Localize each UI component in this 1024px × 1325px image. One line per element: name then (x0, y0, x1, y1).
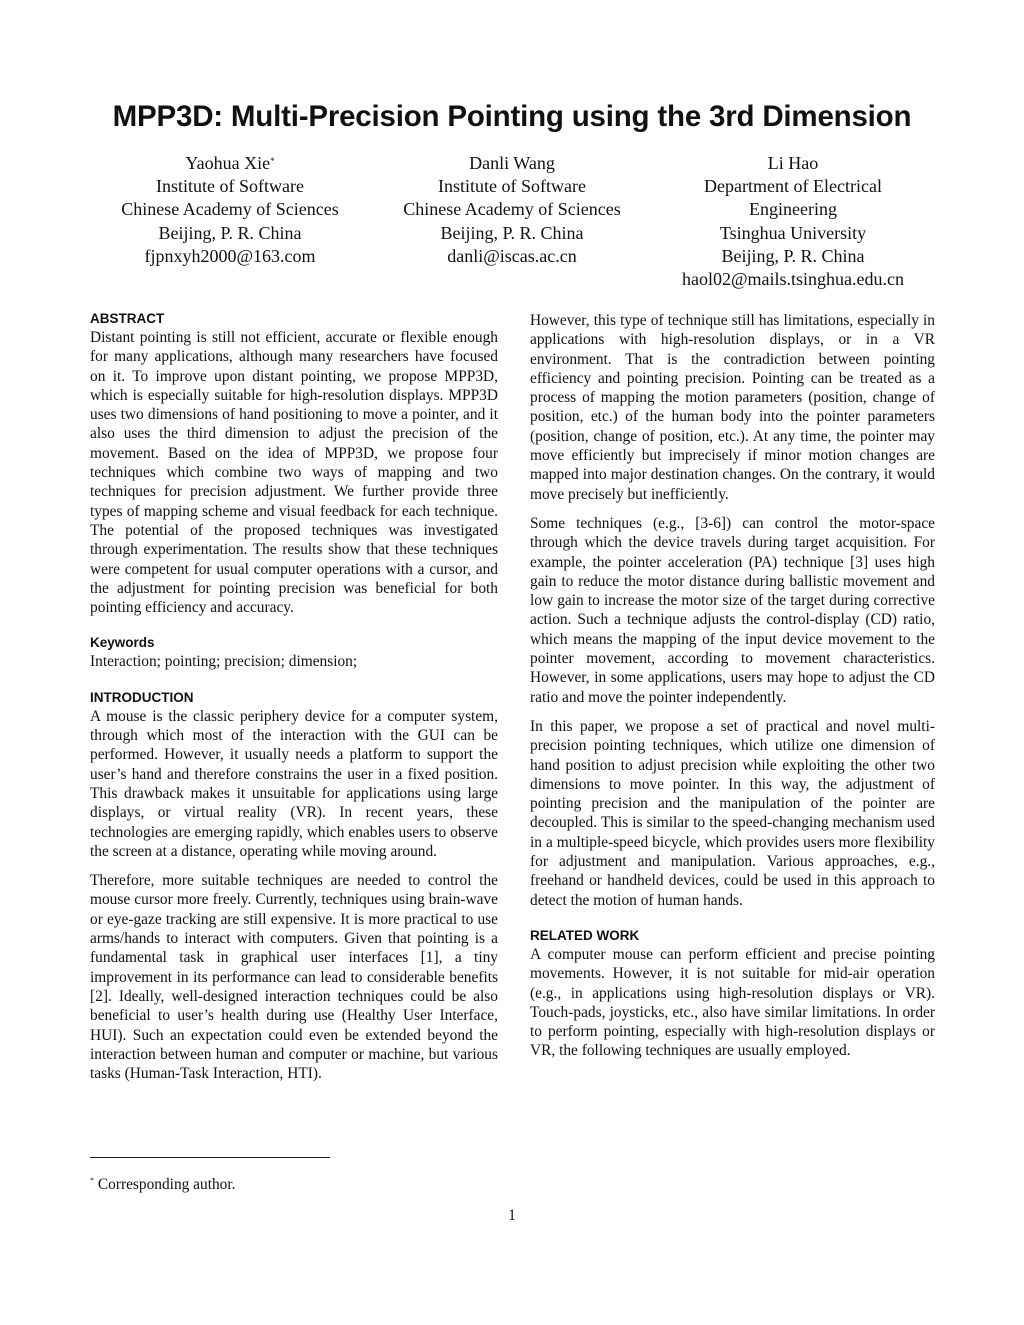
author-email: haol02@mails.tsinghua.edu.cn (681, 269, 905, 290)
paragraph: Therefore, more suitable techniques are needed to control the mouse cursor more freely. Currently, techniques using brain-wave or eye-gaze tracking are still expensive. It is more practical to use arms/hands to interact with computers. Given that pointing is a fundamental task in graphical user interfaces [1], a tiny improvement in its performance can lead to considerable benefits [2]. Ideally, well-designed interaction techniques could be also beneficial to user’s health during use (Healthy User Interface, HUI). Such an expectation could even be extended beyond the interaction between human and computer or machine, but various tasks (Human-Task Interaction, HTI). (90, 872, 498, 1083)
footnote-text: Corresponding author. (97, 1176, 236, 1193)
footnote-mark: * (90, 1176, 94, 1185)
paragraph: Some techniques (e.g., [3-6]) can control the motor-space through which the device travels during target acquisition. For example, the pointer acceleration (PA) technique [3] uses high gain to reduce the motor distance during ballistic movement and low gain to increase the motor size of the target during corrective action. Such a technique adjusts the control-display (CD) ratio, which means the mapping of the input device movement to the pointer movement, according to movement characteristics. However, in some applications, users may hope to adjust the CD ratio and move the pointer independently. (530, 514, 935, 706)
author-3 (643, 152, 943, 291)
paragraph: A mouse is the classic periphery device for a computer system, through which most of the interaction with the GUI can be performed. However, it usually needs a platform to support the user’s hand and therefore constrains the user in a fixed position. This drawback makes it unsuitable for applications using large displays, or virtual reality (VR). In recent years, these technologies are emerging rapidly, which enables users to observe the screen at a distance, operating while moving around. (90, 707, 498, 860)
author-name-text: Danli Wang (469, 153, 555, 173)
page-number: 1 (508, 1207, 516, 1224)
author-name-text: Yaohua Xie (185, 153, 271, 173)
left-column (90, 309, 498, 1099)
footnote (90, 1176, 236, 1194)
section (530, 311, 935, 910)
section (90, 688, 498, 1084)
paragraph: Interaction; pointing; precision; dimension; (90, 653, 358, 671)
section (90, 633, 498, 671)
author-affiliation-line: Engineering (749, 199, 837, 220)
paper-title: MPP3D: Multi-Precision Pointing using the 3rd Dimension (112, 100, 912, 133)
author-affiliation-line: Tsinghua University (719, 222, 867, 243)
author-affiliation-line: Beijing, P. R. China (721, 245, 865, 266)
section-heading: Keywords (90, 635, 155, 651)
paragraph: Distant pointing is still not efficient, accurate or flexible enough for many applications, although many researchers have focused on it. To improve upon distant pointing, we propose MPP3D, which is especially suitable for high-resolution displays. MPP3D uses two dimensions of hand positioning to move a pointer, and it also uses the third dimension to adjust the precision of the movement. Based on the idea of MPP3D, we propose four techniques which combine two ways of mapping and two techniques for precision adjustment. We further provide three types of mapping scheme and visual feedback for each technique. The potential of the proposed techniques was investigated through experimentation. The results show that these techniques were competent for usual computer operations with a cursor, and the adjustment for pointing precision was beneficial for both pointing efficiency and accuracy. (90, 329, 498, 617)
author-name (80, 152, 380, 175)
author-name-text: Li Hao (767, 153, 819, 173)
author-affiliation-line: Institute of Software (438, 176, 586, 197)
paragraph: However, this type of technique still has limitations, especially in applications with high-resolution displays, or in a VR environment. That is the contradiction between pointing efficiency and pointing precision. Pointing can be treated as a process of mapping the motion parameters (position, change of position, etc.) of the human body into the pointer parameters (position, change of position, etc.). At any time, the pointer may move efficiently but imprecisely if minor motion changes are mapped into major destination changes. On the contrary, it would move precisely but inefficiently. (530, 312, 935, 503)
section-heading: ABSTRACT (90, 311, 165, 326)
author-affiliation-line: Beijing, P. R. China (158, 222, 302, 243)
section-heading: INTRODUCTION (90, 689, 194, 705)
author-email: danli@iscas.ac.cn (447, 245, 577, 266)
author-name (643, 152, 943, 175)
author-affiliation-line: Department of Electrical (704, 176, 882, 197)
author-1 (80, 152, 380, 268)
paragraph: In this paper, we propose a set of practical and novel multi-precision pointing techniques, which utilize one dimension of hand position to adjust precision while exploiting the other two dimensions to move pointer. In this way, the adjustment of pointing precision and the manipulation of the pointer are decoupled. This is similar to the speed-changing mechanism used in a multiple-speed bicycle, which provides users more flexibility for adjustment and manipulation. Various approaches, e.g., freehand or handheld devices, could be used in this approach to detect the motion of human hands. (530, 717, 935, 909)
author-affiliation-line: Chinese Academy of Sciences (403, 199, 621, 220)
author-name (362, 152, 662, 175)
author-affiliation-line: Beijing, P. R. China (440, 222, 584, 243)
footnote-rule (90, 1157, 330, 1158)
author-footnote-mark: * (270, 156, 275, 166)
section (530, 926, 935, 1061)
author-affiliation-line: Chinese Academy of Sciences (121, 199, 339, 220)
right-column (530, 311, 935, 1077)
author-email: fjpnxyh2000@163.com (144, 245, 316, 266)
author-2 (362, 152, 662, 268)
author-affiliation-line: Institute of Software (156, 176, 304, 197)
paragraph: A computer mouse can perform efficient and precise pointing movements. However, it is not suitable for mid-air operation (e.g., in applications using high-resolution displays or VR). Touch-pads, joysticks, etc., also have similar limitations. In order to perform pointing, especially with high-resolution displays or VR, the following techniques are usually employed. (530, 945, 935, 1060)
section-heading: RELATED WORK (530, 927, 640, 943)
section (90, 309, 498, 617)
